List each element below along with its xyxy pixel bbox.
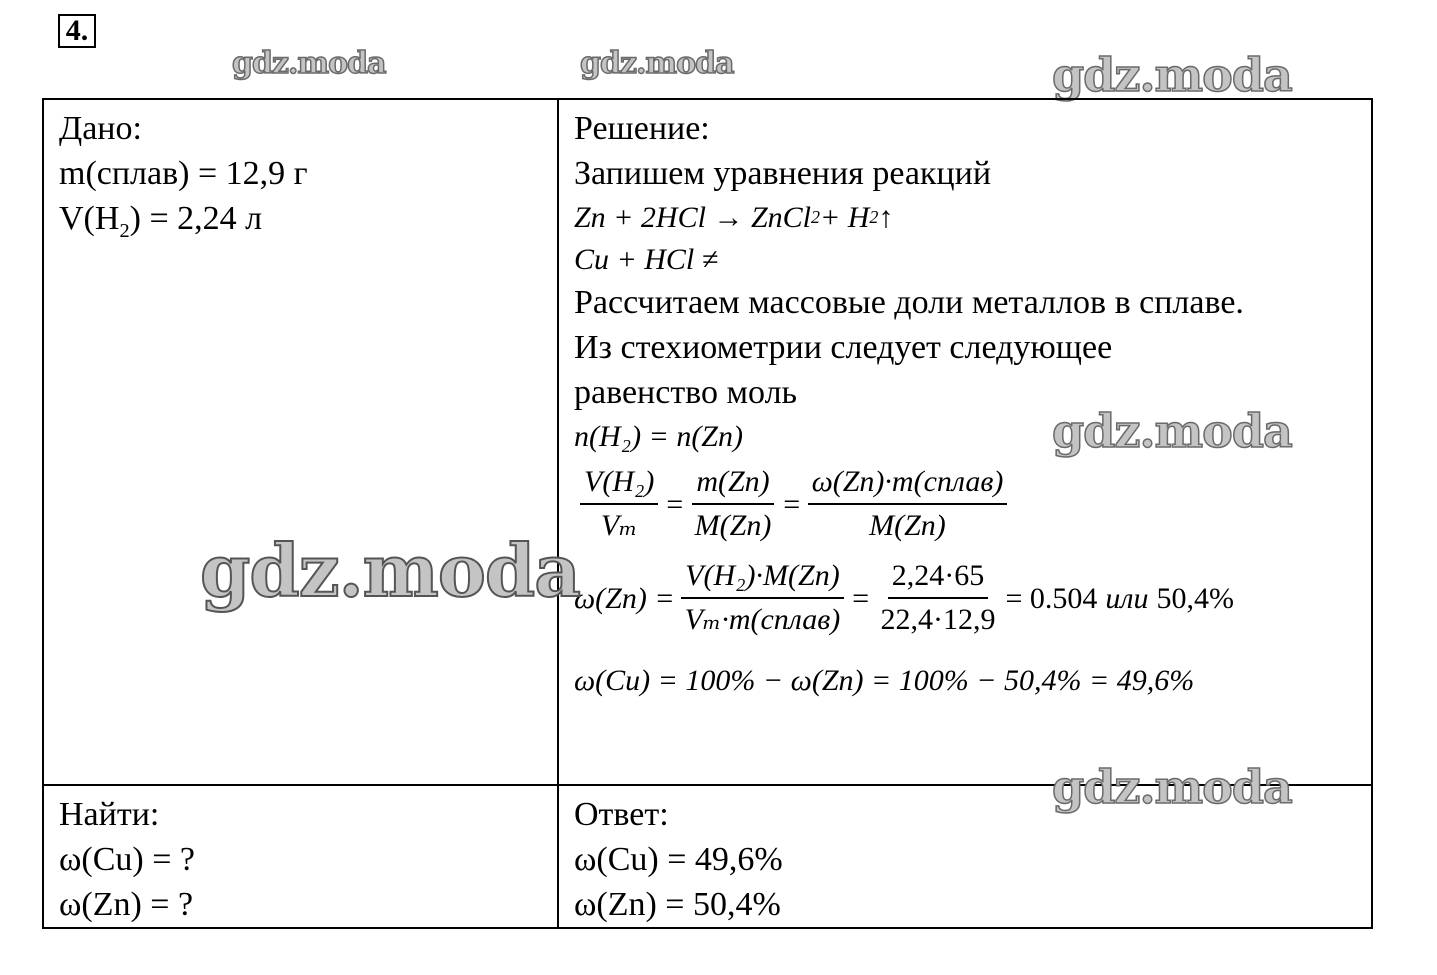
given-title: Дано:: [59, 110, 142, 147]
watermark: gdz.moda: [200, 528, 580, 613]
find-zn: ω(Zn) = ?: [59, 886, 194, 923]
equation-moles: n(H₂) = n(Zn): [574, 419, 743, 453]
given-cell: [43, 99, 558, 785]
solution-title: Решение:: [574, 110, 710, 147]
solution-text-2: Из стехиометрии следует следующее: [574, 329, 1113, 366]
equation-ratios: $\frac{\text{V(H₂)}}{\text{Vₘ}}$ = $\frac{m(Zn)}{M(Zn)}$ = $\frac{\text{ω(Zn)·m(сплав)}}{M(Zn)}$: [574, 457, 1357, 551]
watermark: gdz.moda: [1052, 404, 1292, 458]
equation-omega-zn: ω(Zn) = $\frac{\text{V(H₂)·M(Zn)}}{\text{Vₘ·m(сплав)}}$ = $\frac{2,24\cdot 65}{22,4\cdot 12,9}$ = 0.504 или 50,4%: [574, 551, 1357, 645]
solution-text-3: равенство моль: [574, 374, 798, 411]
solution-intro: Запишем уравнения реакций: [574, 155, 992, 192]
watermark: gdz.moda: [1052, 48, 1292, 102]
watermark: gdz.moda: [1052, 760, 1292, 814]
find-title: Найти:: [59, 796, 160, 833]
watermark: gdz.moda: [580, 46, 734, 81]
fraction: $\frac{2,24\cdot 65}{22,4\cdot 12,9}$: [880, 559, 996, 636]
find-cu: ω(Cu) = ?: [59, 841, 195, 878]
reaction-zn: Zn + 2HCl → ZnCl 2 + H 2 ↑: [574, 200, 894, 234]
solution-text-1: Рассчитаем массовые доли металлов в сплаве.: [574, 284, 1244, 321]
find-cell: [43, 785, 558, 928]
fraction: $\frac{\text{ω(Zn)·m(сплав)}}{M(Zn)}$: [808, 463, 1008, 545]
fraction: $\frac{\text{V(H₂)·M(Zn)}}{\text{Vₘ·m(сплав)}}$: [681, 557, 845, 639]
answer-zn: ω(Zn) = 50,4%: [574, 886, 781, 923]
equation-omega-cu: ω(Cu) = 100% − ω(Zn) = 100% − 50,4% = 49,6%: [574, 663, 1195, 697]
watermark: gdz.moda: [232, 46, 386, 81]
given-volume: $V(H_2) = 2,24$ л: [59, 200, 263, 242]
problem-number: 4.: [58, 14, 96, 48]
answer-cu: ω(Cu) = 49,6%: [574, 841, 783, 878]
answer-title: Ответ:: [574, 796, 669, 833]
fraction: $\frac{\text{V(H₂)}}{\text{Vₘ}}$: [580, 463, 658, 545]
reaction-cu: Cu + HCl ≠: [574, 242, 719, 276]
fraction: $\frac{m(Zn)}{M(Zn)}$: [691, 463, 776, 545]
given-mass: m(сплав) = 12,9 г: [59, 155, 308, 192]
